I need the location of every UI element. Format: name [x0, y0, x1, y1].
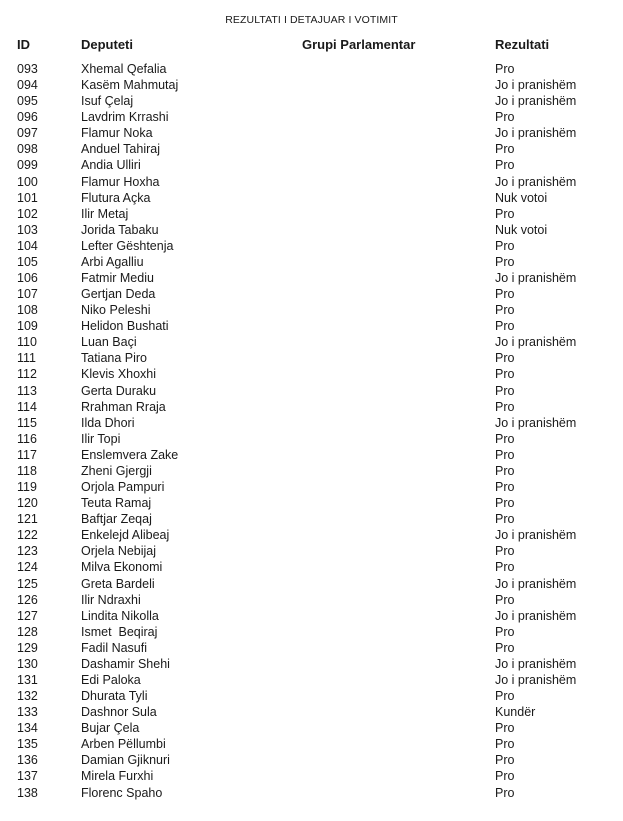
- table-row: [0, 431, 623, 447]
- table-row: [0, 688, 623, 704]
- deputy-name: Enkelejd Alibeaj: [81, 528, 170, 543]
- deputy-name: Anduel Tahiraj: [81, 142, 160, 157]
- deputy-name: Niko Peleshi: [81, 303, 151, 318]
- deputy-id: 132: [17, 689, 38, 704]
- vote-result: Jo i pranishëm: [495, 608, 577, 623]
- vote-result: Nuk votoi: [495, 222, 548, 237]
- table-row: [0, 270, 623, 286]
- vote-result: Pro: [495, 463, 515, 478]
- deputy-name: Flamur Hoxha: [81, 174, 160, 189]
- vote-result: Pro: [495, 254, 515, 269]
- vote-result: Pro: [495, 206, 515, 221]
- table-row: [0, 286, 623, 302]
- table-row: [0, 752, 623, 768]
- deputy-id: 118: [17, 463, 37, 478]
- table-row: [0, 109, 623, 125]
- vote-result: Pro: [495, 367, 515, 382]
- vote-result: Pro: [495, 319, 515, 334]
- table-row: [0, 125, 623, 141]
- deputy-id: 115: [17, 415, 37, 430]
- table-row: [0, 511, 623, 527]
- deputy-id: 093: [17, 62, 38, 76]
- deputy-name: Ismet Beqiraj: [81, 624, 158, 639]
- deputy-id: 119: [17, 480, 37, 495]
- vote-result: Pro: [495, 158, 515, 173]
- table-row: [0, 672, 623, 688]
- table-row: [0, 366, 623, 382]
- table-row: [0, 720, 623, 736]
- deputy-name: Florenc Spaho: [81, 785, 163, 800]
- document-title: REZULTATI I DETAJUAR I VOTIMIT: [225, 14, 398, 26]
- deputy-id: 120: [17, 496, 38, 511]
- deputy-id: 123: [17, 544, 38, 559]
- table-row: [0, 447, 623, 463]
- deputy-id: 138: [17, 785, 38, 800]
- table-row: [0, 495, 623, 511]
- deputy-id: 126: [17, 592, 38, 607]
- vote-result: Pro: [495, 303, 515, 318]
- deputy-name: Tatiana Piro: [81, 351, 148, 366]
- deputy-name: Mirela Furxhi: [81, 769, 154, 784]
- table-row: [0, 592, 623, 608]
- deputy-name: Klevis Xhoxhi: [81, 367, 157, 382]
- deputy-id: 109: [17, 319, 38, 334]
- vote-result: Pro: [495, 737, 515, 752]
- vote-result: Jo i pranishëm: [495, 415, 577, 430]
- deputy-name: Helidon Bushati: [81, 319, 169, 334]
- deputy-id: 130: [17, 656, 38, 671]
- vote-result: Pro: [495, 721, 515, 736]
- deputy-id: 112: [17, 367, 37, 382]
- deputy-id: 095: [17, 94, 38, 109]
- deputy-name: Rrahman Rraja: [81, 399, 166, 414]
- deputy-name: Teuta Ramaj: [81, 496, 152, 511]
- table-row: [0, 624, 623, 640]
- deputy-name: Edi Paloka: [81, 672, 141, 687]
- table-row: [0, 383, 623, 399]
- deputy-name: Dashnor Sula: [81, 705, 157, 720]
- deputy-id: 117: [17, 447, 37, 462]
- deputy-name: Flutura Açka: [81, 190, 151, 205]
- vote-result: Pro: [495, 447, 515, 462]
- deputy-name: Orjela Nebijaj: [81, 544, 157, 559]
- vote-result: Pro: [495, 785, 515, 800]
- deputy-id: 121: [17, 512, 38, 527]
- vote-result: Pro: [495, 287, 515, 302]
- deputy-name: Ilir Metaj: [81, 206, 129, 221]
- table-row: [0, 222, 623, 238]
- deputy-name: Greta Bardeli: [81, 576, 155, 591]
- deputy-id: 137: [17, 769, 38, 784]
- deputy-id: 096: [17, 110, 38, 125]
- table-row: [0, 174, 623, 190]
- deputy-name: Kasëm Mahmutaj: [81, 78, 179, 93]
- deputy-id: 133: [17, 705, 38, 720]
- deputy-name: Milva Ekonomi: [81, 560, 163, 575]
- deputy-name: Dhurata Tyli: [81, 689, 148, 704]
- table-row: [0, 157, 623, 173]
- vote-result: Jo i pranishëm: [495, 656, 577, 671]
- deputy-name: Jorida Tabaku: [81, 222, 159, 237]
- table-row: [0, 608, 623, 624]
- deputy-id: 127: [17, 608, 38, 623]
- deputy-id: 135: [17, 737, 38, 752]
- deputy-id: 110: [17, 335, 37, 350]
- vote-result: Pro: [495, 431, 515, 446]
- vote-result: Pro: [495, 512, 515, 527]
- table-row: [0, 399, 623, 415]
- vote-result: Pro: [495, 753, 515, 768]
- header-deputy: Deputeti: [81, 37, 133, 52]
- table-row: [0, 656, 623, 672]
- vote-result: Pro: [495, 640, 515, 655]
- deputy-id: 122: [17, 528, 38, 543]
- header-id: ID: [17, 37, 30, 52]
- table-row: [0, 350, 623, 366]
- deputy-id: 099: [17, 158, 38, 173]
- table-row: [0, 479, 623, 495]
- table-row: [0, 415, 623, 431]
- table-row: [0, 334, 623, 350]
- table-row: [0, 704, 623, 720]
- deputy-name: Lavdrim Krrashi: [81, 110, 169, 125]
- vote-result: Jo i pranishëm: [495, 271, 577, 286]
- deputy-name: Baftjar Zeqaj: [81, 512, 152, 527]
- vote-result: Pro: [495, 689, 515, 704]
- deputy-id: 105: [17, 254, 38, 269]
- deputy-id: 116: [17, 431, 37, 446]
- deputy-id: 107: [17, 287, 38, 302]
- vote-result: Jo i pranishëm: [495, 174, 577, 189]
- vote-result: Jo i pranishëm: [495, 126, 577, 141]
- deputy-name: Luan Baçi: [81, 335, 137, 350]
- deputy-name: Zheni Gjergji: [81, 463, 152, 478]
- vote-result: Pro: [495, 560, 515, 575]
- deputy-id: 125: [17, 576, 38, 591]
- vote-result: Pro: [495, 383, 515, 398]
- deputy-id: 128: [17, 624, 38, 639]
- vote-result: Pro: [495, 399, 515, 414]
- vote-result: Nuk votoi: [495, 190, 548, 205]
- deputy-id: 108: [17, 303, 38, 318]
- deputy-name: Gertjan Deda: [81, 287, 156, 302]
- table-row: [0, 93, 623, 109]
- vote-result: Pro: [495, 480, 515, 495]
- deputy-id: 111: [17, 351, 37, 366]
- vote-result: Jo i pranishëm: [495, 94, 577, 109]
- header-result: Rezultati: [495, 37, 550, 52]
- deputy-name: Lindita Nikolla: [81, 608, 159, 623]
- table-row: [0, 527, 623, 543]
- table-row: [0, 254, 623, 270]
- vote-result: Pro: [495, 496, 515, 511]
- deputy-name: Bujar Çela: [81, 721, 140, 736]
- deputy-id: 106: [17, 271, 38, 286]
- table-row: [0, 302, 623, 318]
- deputy-id: 102: [17, 206, 38, 221]
- deputy-id: 124: [17, 560, 38, 575]
- deputy-name: Arben Pëllumbi: [81, 737, 166, 752]
- vote-result: Jo i pranishëm: [495, 528, 577, 543]
- table-row: [0, 768, 623, 784]
- vote-result: Pro: [495, 142, 515, 157]
- vote-result: Pro: [495, 592, 515, 607]
- deputy-name: Enslemvera Zake: [81, 447, 179, 462]
- vote-result: Jo i pranishëm: [495, 335, 577, 350]
- deputy-name: Orjola Pampuri: [81, 480, 165, 495]
- deputy-name: Flamur Noka: [81, 126, 153, 141]
- deputy-id: 097: [17, 126, 38, 141]
- vote-result: Kundër: [495, 705, 536, 720]
- deputy-name: Damian Gjiknuri: [81, 753, 170, 768]
- vote-result: Pro: [495, 62, 515, 76]
- deputy-name: Ilir Ndraxhi: [81, 592, 141, 607]
- deputy-id: 113: [17, 383, 37, 398]
- table-row: [0, 238, 623, 254]
- table-row: [0, 190, 623, 206]
- vote-result: Pro: [495, 624, 515, 639]
- vote-result: Pro: [495, 769, 515, 784]
- table-row: [0, 576, 623, 592]
- table-row: [0, 318, 623, 334]
- deputy-name: Andia Ulliri: [81, 158, 141, 173]
- table-row: [0, 736, 623, 752]
- deputy-name: Isuf Çelaj: [81, 94, 134, 109]
- deputy-id: 129: [17, 640, 38, 655]
- vote-result: Jo i pranishëm: [495, 672, 577, 687]
- vote-result: Pro: [495, 110, 515, 125]
- deputy-id: 094: [17, 78, 38, 93]
- deputy-name: Fatmir Mediu: [81, 271, 154, 286]
- deputy-name: Fadil Nasufi: [81, 640, 147, 655]
- deputy-id: 136: [17, 753, 38, 768]
- table-row: [0, 543, 623, 559]
- header-group: Grupi Parlamentar: [302, 37, 416, 52]
- deputy-id: 114: [17, 399, 37, 414]
- deputy-name: Lefter Gështenja: [81, 238, 174, 253]
- table-row: [0, 206, 623, 222]
- vote-results-table: [0, 61, 623, 801]
- deputy-id: 100: [17, 174, 38, 189]
- table-row: [0, 463, 623, 479]
- deputy-name: Xhemal Qefalia: [81, 62, 167, 76]
- table-row: [0, 559, 623, 575]
- deputy-id: 134: [17, 721, 38, 736]
- deputy-name: Arbi Agalliu: [81, 254, 144, 269]
- deputy-name: Gerta Duraku: [81, 383, 157, 398]
- deputy-id: 131: [17, 672, 38, 687]
- table-row: [0, 141, 623, 157]
- table-row: [0, 785, 623, 801]
- table-row: [0, 77, 623, 93]
- table-row: [0, 61, 623, 77]
- vote-result: Jo i pranishëm: [495, 78, 577, 93]
- deputy-name: Dashamir Shehi: [81, 656, 170, 671]
- deputy-name: Ilir Topi: [81, 431, 121, 446]
- vote-result: Pro: [495, 544, 515, 559]
- deputy-id: 104: [17, 238, 38, 253]
- deputy-id: 101: [17, 190, 38, 205]
- vote-result: Jo i pranishëm: [495, 576, 577, 591]
- table-row: [0, 640, 623, 656]
- vote-result: Pro: [495, 238, 515, 253]
- deputy-id: 098: [17, 142, 38, 157]
- deputy-name: Ilda Dhori: [81, 415, 135, 430]
- vote-result: Pro: [495, 351, 515, 366]
- deputy-id: 103: [17, 222, 38, 237]
